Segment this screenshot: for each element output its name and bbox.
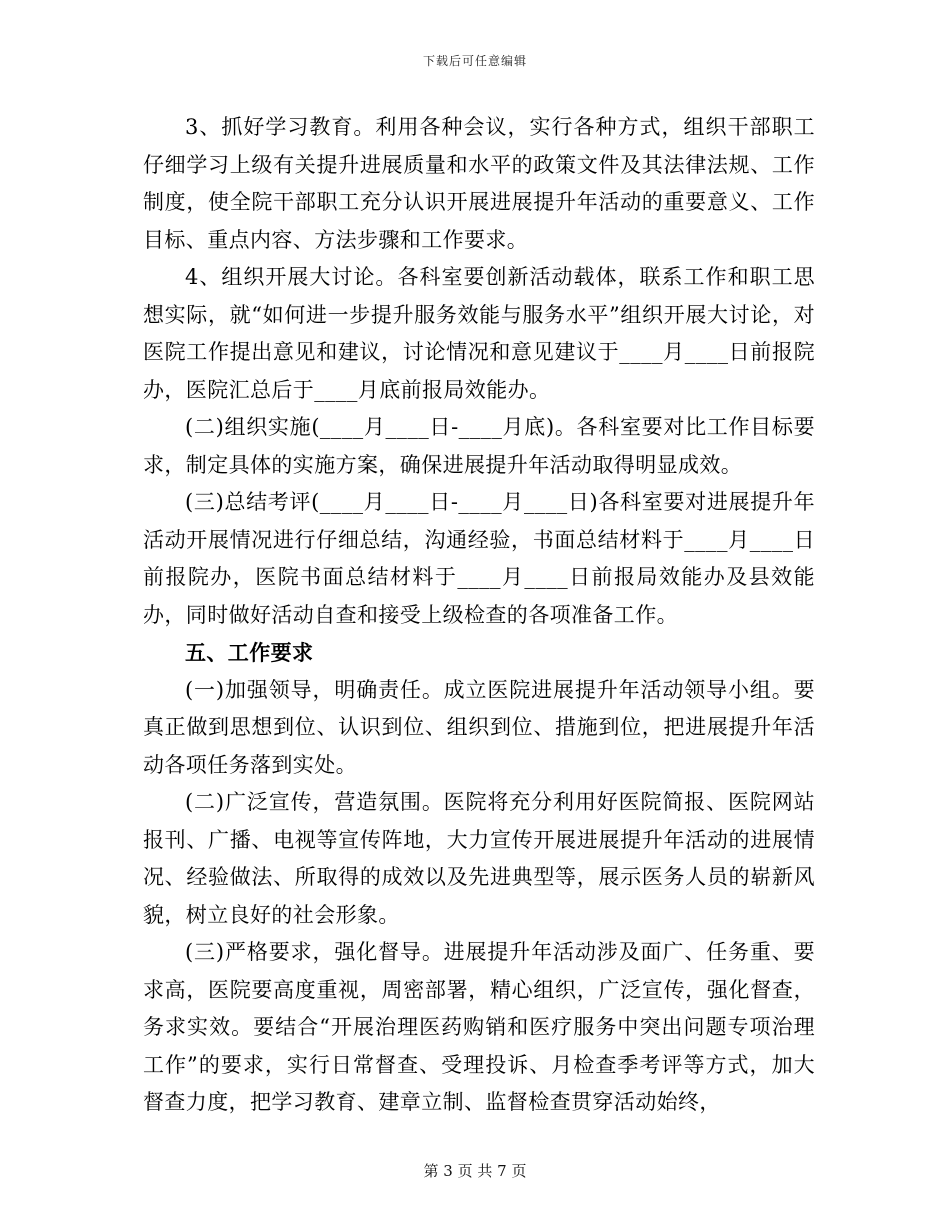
section-heading-work-requirements: 五、工作要求 <box>185 640 314 665</box>
paragraph-supervision: (三)严格要求，强化督导。进展提升年活动涉及面广、任务重、要求高，医院要高度重视，周密部署，精心组织，广泛宣传，强化督查，务求实效。要结合“开展治理医药购销和医疗服务中突出问题专项治理工作”的要求，实行日常督查、受理投诉、月检查季考评等方式，加大督查力度，把学习教育、建章立制、监督检查贯穿活动始终， <box>143 940 815 1114</box>
paragraph-evaluation: (三)总结考评(____月____日-____月____日)各科室要对进展提升年活动开展情况进行仔细总结，沟通经验，书面总结材料于____月____日前报院办，医院书面总结材料于____月____日前报局效能办及县效能办，同时做好活动自查和接受上级检查的各项准备工作。 <box>143 490 815 627</box>
page-header: 下载后可任意编辑 <box>422 54 527 68</box>
paragraph-implementation: (二)组织实施(____月____日-____月底)。各科室要对比工作目标要求，制定具体的实施方案，确保进展提升年活动取得明显成效。 <box>143 415 815 477</box>
paragraph-study-education: 3、抓好学习教育。利用各种会议，实行各种方式，组织干部职工仔细学习上级有关提升进展质量和水平的政策文件及其法律法规、工作制度，使全院干部职工充分认识开展进展提升年活动的重要意义、工作目标、重点内容、方法步骤和工作要求。 <box>143 115 815 252</box>
paragraph-discussion: 4、组织开展大讨论。各科室要创新活动载体，联系工作和职工思想实际，就“如何进一步提升服务效能与服务水平”组织开展大讨论，对医院工作提出意见和建议，讨论情况和意见建议于____月____日前报院办，医院汇总后于____月底前报局效能办。 <box>143 265 815 402</box>
document-body <box>143 109 815 1122</box>
paragraph-publicity: (二)广泛宣传，营造氛围。医院将充分利用好医院简报、医院网站报刊、广播、电视等宣传阵地，大力宣传开展进展提升年活动的进展情况、经验做法、所取得的成效以及先进典型等，展示医务人员的崭新风貌，树立良好的社会形象。 <box>143 790 815 927</box>
page-number-footer: 第 3 页 共 7 页 <box>423 1162 527 1180</box>
paragraph-leadership: (一)加强领导，明确责任。成立医院进展提升年活动领导小组。要真正做到思想到位、认识到位、组织到位、措施到位，把进展提升年活动各项任务落到实处。 <box>143 677 815 777</box>
